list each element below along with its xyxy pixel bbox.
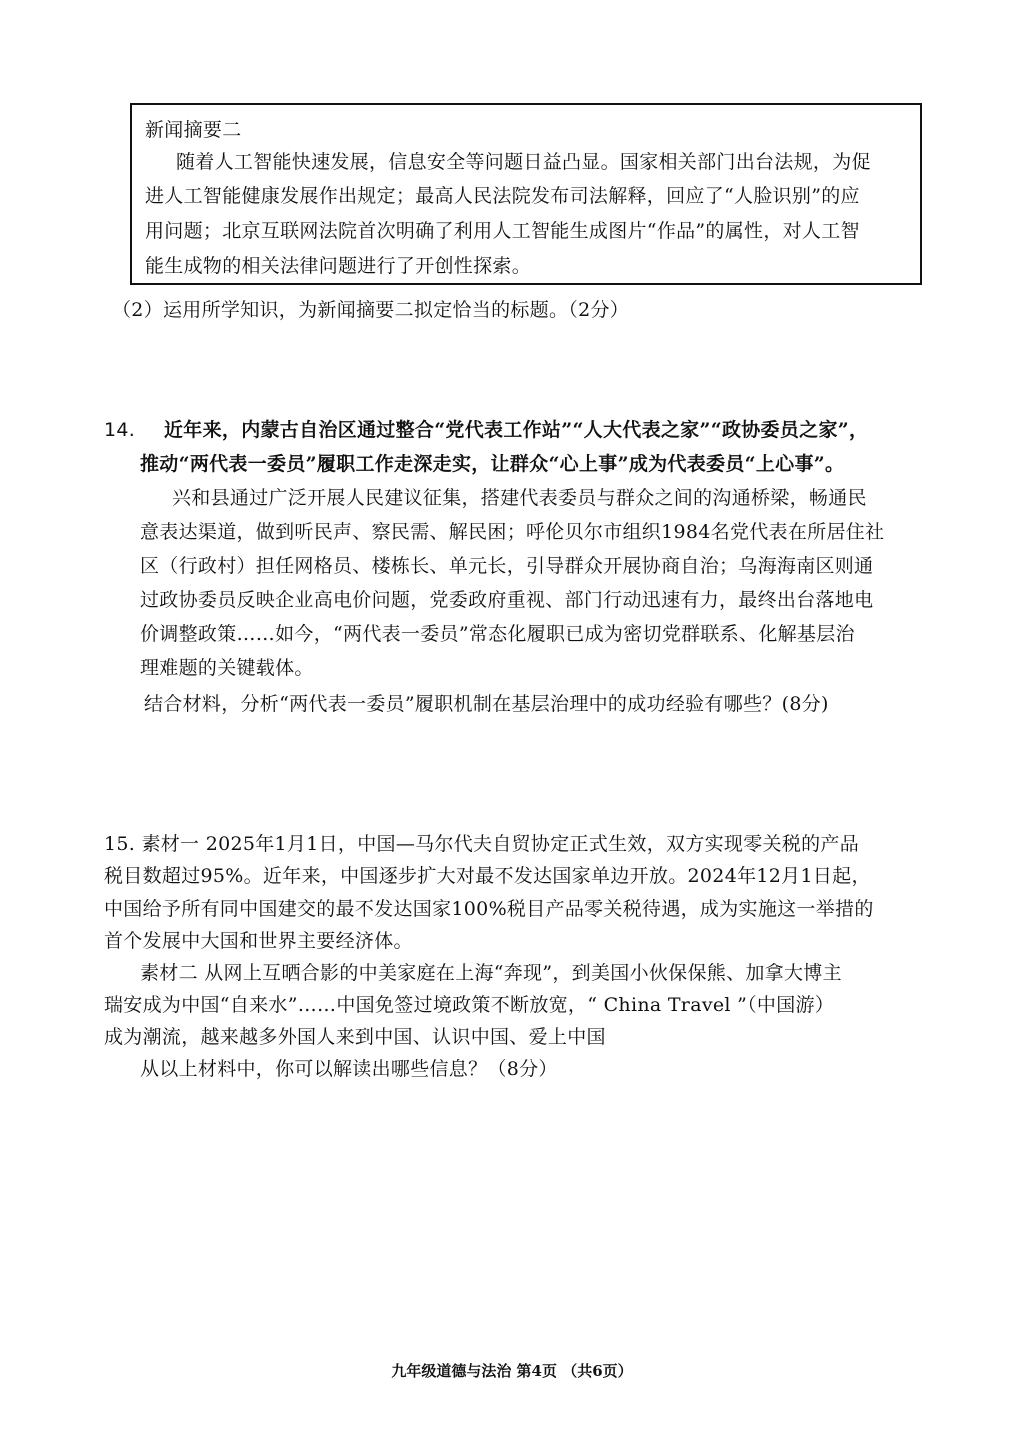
question-15-prompt: 从以上材料中，你可以解读出哪些信息？（8分）: [140, 1058, 558, 1080]
news-box-line-2: 进人工智能健康发展作出规定；最高人民法院发布司法解释，回应了“人脸识别”的应: [145, 185, 860, 207]
question-15-line-3: 中国给予所有同中国建交的最不发达国家100%税目产品零关税待遇，成为实施这一举措的: [104, 898, 874, 920]
question-14-body-2: 意表达渠道，做到听民声、察民需、解民困；呼伦贝尔市组织1984名党代表在所居住社: [140, 521, 885, 543]
question-14-body-4: 过政协委员反映企业高电价问题，党委政府重视、部门行动迅速有力，最终出台落地电: [140, 589, 874, 611]
question-14-body-1: 兴和县通过广泛开展人民建议征集，搭建代表委员与群众之间的沟通桥梁，畅通民: [172, 487, 867, 509]
news-box-line-3: 用问题；北京互联网法院首次明确了利用人工智能生成图片“作品”的属性，对人工智: [145, 220, 860, 242]
question-15-line-6: 瑞安成为中国“自来水”……中国免签过境政策不断放宽，“ China Travel ”（中国游）: [104, 994, 835, 1016]
question-14-number: 14.: [104, 419, 136, 441]
question-13-2: （2）运用所学知识，为新闻摘要二拟定恰当的标题。（2分）: [112, 299, 630, 321]
news-box-line-4: 能生成物的相关法律问题进行了开创性探索。: [145, 255, 532, 277]
question-14-intro-2: 推动“两代表一委员”履职工作走深走实，让群众“心上事”成为代表委员“上心事”。: [140, 453, 845, 475]
question-15-line-7: 成为潮流，越来越多外国人来到中国、认识中国、爱上中国: [104, 1026, 606, 1048]
question-14-intro-1: 近年来，内蒙古自治区通过整合“党代表工作站”“人大代表之家”“政协委员之家”，: [164, 419, 869, 441]
news-box-line-1: 随着人工智能快速发展，信息安全等问题日益凸显。国家相关部门出台法规，为促: [176, 151, 871, 173]
question-15-line-5: 素材二 从网上互晒合影的中美家庭在上海“奔现”，到美国小伙保保熊、加拿大博主: [140, 962, 842, 984]
question-14-body-5: 价调整政策……如今，“两代表一委员”常态化履职已成为密切党群联系、化解基层治: [140, 623, 855, 645]
page-footer: 九年级道德与法治 第4页 （共6页）: [391, 1362, 633, 1380]
news-box-title: 新闻摘要二: [145, 119, 242, 141]
question-14-body-6: 理难题的关键载体。: [140, 657, 314, 679]
question-15-line-1: 15. 素材一 2025年1月1日，中国—马尔代夫自贸协定正式生效，双方实现零关税的产品: [104, 833, 860, 855]
question-14-body-3: 区（行政村）担任网格员、楼栋长、单元长，引导群众开展协商自治；乌海海南区则通: [140, 555, 874, 577]
question-14-prompt: 结合材料，分析“两代表一委员”履职机制在基层治理中的成功经验有哪些？(8分): [144, 693, 829, 715]
question-15-line-4: 首个发展中大国和世界主要经济体。: [104, 930, 413, 952]
question-15-line-2: 税目数超过95%。近年来，中国逐步扩大对最不发达国家单边开放。2024年12月1日起，: [104, 865, 871, 887]
